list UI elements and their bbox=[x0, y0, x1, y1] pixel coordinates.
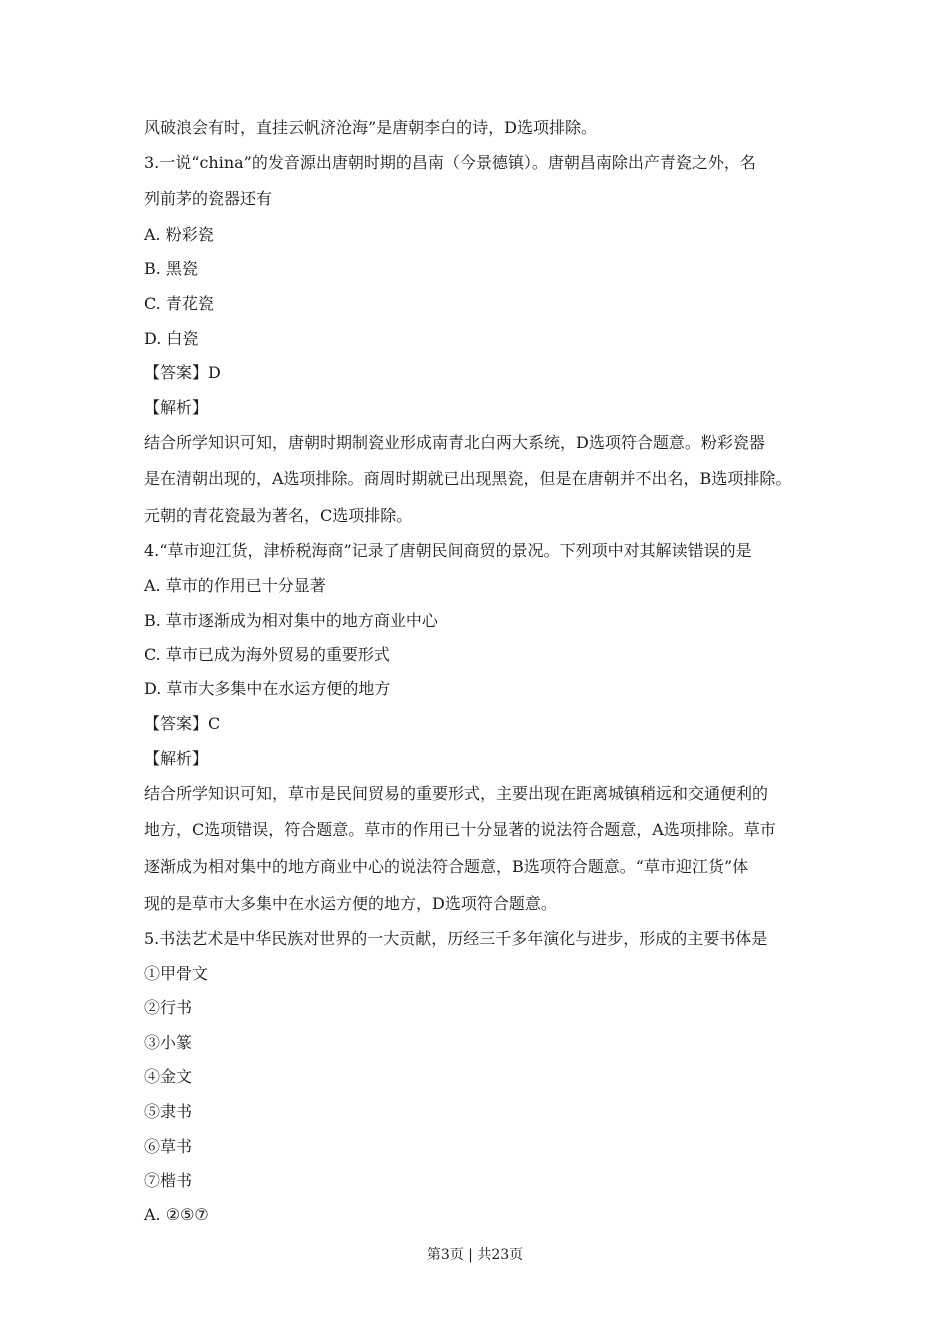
page-footer: 第3页 | 共23页 bbox=[426, 1247, 524, 1263]
option-c: C. 青花瓷 bbox=[144, 294, 214, 313]
question-5-stem: 5.书法艺术是中华民族对世界的一大贡献，历经三千多年演化与进步，形成的主要书体是 bbox=[144, 929, 768, 948]
analysis-text: 逐渐成为相对集中的地方商业中心的说法符合题意，B选项符合题意。“草市迎江货”体 bbox=[144, 857, 749, 876]
question-4-stem: 4.“草市迎江货，津桥税海商”记录了唐朝民间商贸的景况。下列项中对其解读错误的是 bbox=[144, 541, 752, 560]
analysis-label: 【解析】 bbox=[144, 749, 209, 768]
analysis-text: 地方，C选项错误，符合题意。草市的作用已十分显著的说法符合题意，A选项排除。草市 bbox=[144, 820, 776, 839]
question-3-stem-cont: 列前茅的瓷器还有 bbox=[144, 189, 273, 208]
answer-label: 【答案】C bbox=[144, 714, 221, 733]
analysis-text: 结合所学知识可知，草市是民间贸易的重要形式，主要出现在距离城镇稍远和交通便利的 bbox=[144, 784, 769, 803]
list-item: ⑦楷书 bbox=[144, 1171, 193, 1190]
analysis-text: 元朝的青花瓷最为著名，C选项排除。 bbox=[144, 506, 413, 525]
list-item: ⑥草书 bbox=[144, 1137, 193, 1156]
analysis-text: 现的是草市大多集中在水运方便的地方，D选项符合题意。 bbox=[144, 894, 557, 913]
option-a: A. 草市的作用已十分显著 bbox=[144, 576, 326, 595]
list-item: ④金文 bbox=[144, 1067, 193, 1086]
analysis-text: 是在清朝出现的，A选项排除。商周时期就已出现黑瓷，但是在唐朝并不出名，B选项排除。 bbox=[144, 469, 792, 488]
answer-label: 【答案】D bbox=[144, 363, 221, 382]
analysis-text: 结合所学知识可知，唐朝时期制瓷业形成南青北白两大系统，D选项符合题意。粉彩瓷器 bbox=[144, 433, 765, 452]
list-item: ③小篆 bbox=[144, 1033, 193, 1052]
option-b: B. 草市逐渐成为相对集中的地方商业中心 bbox=[144, 611, 438, 630]
option-d: D. 白瓷 bbox=[144, 329, 199, 348]
option-a: A. ②⑤⑦ bbox=[144, 1205, 209, 1224]
list-item: ②行书 bbox=[144, 998, 193, 1017]
list-item: ⑤隶书 bbox=[144, 1102, 193, 1121]
option-d: D. 草市大多集中在水运方便的地方 bbox=[144, 679, 391, 698]
text-line: 风破浪会有时，直挂云帆济沧海”是唐朝李白的诗，D选项排除。 bbox=[144, 118, 598, 137]
option-b: B. 黑瓷 bbox=[144, 259, 198, 278]
option-c: C. 草市已成为海外贸易的重要形式 bbox=[144, 645, 390, 664]
list-item: ①甲骨文 bbox=[144, 964, 209, 983]
analysis-label: 【解析】 bbox=[144, 398, 209, 417]
option-a: A. 粉彩瓷 bbox=[144, 225, 214, 244]
question-3-stem: 3.一说“china”的发音源出唐朝时期的昌南（今景德镇）。唐朝昌南除出产青瓷之外，名 bbox=[144, 153, 756, 172]
